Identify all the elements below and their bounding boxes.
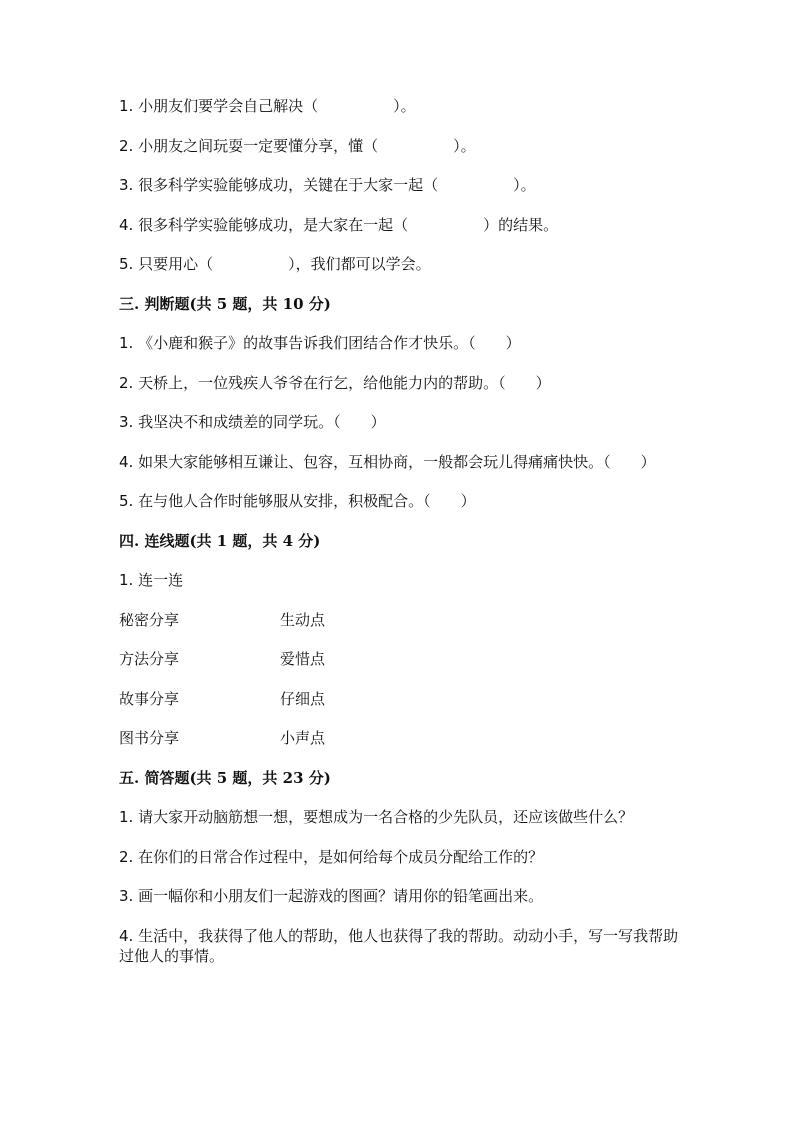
matching-question: 1. 连一连 bbox=[119, 571, 184, 589]
fill-blank-question-1: 1. 小朋友们要学会自己解决（ ）。 bbox=[119, 97, 416, 115]
short-answer-question-4: 4. 生活中，我获得了他人的帮助，他人也获得了我的帮助。动动小手，写一写我帮助过他人的事情。 bbox=[119, 926, 679, 965]
worksheet-page bbox=[119, 96, 679, 985]
fill-blank-question-5: 5. 只要用心（ ），我们都可以学会。 bbox=[119, 255, 431, 273]
short-answer-question-2: 2. 在你们的日常合作过程中，是如何给每个成员分配给工作的？ bbox=[119, 847, 544, 866]
matching-row-3 bbox=[119, 689, 679, 709]
judgement-question-4: 4. 如果大家能够相互谦让、包容，互相协商，一般都会玩儿得痛痛快快。（ ） bbox=[119, 452, 656, 471]
section-heading-matching: 四. 连线题(共 1 题，共 4 分) bbox=[119, 531, 321, 550]
matching-left-1: 秘密分享 bbox=[119, 610, 180, 629]
matching-right-4: 小声点 bbox=[280, 729, 326, 747]
judgement-question-5: 5. 在与他人合作时能够服从安排，积极配合。（ ） bbox=[119, 492, 476, 510]
fill-blank-question-4: 4. 很多科学实验能够成功，是大家在一起（ ）的结果。 bbox=[119, 215, 559, 234]
short-answer-question-3: 3. 画一幅你和小朋友们一起游戏的图画？请用你的铅笔画出来。 bbox=[119, 887, 544, 905]
matching-row-1 bbox=[119, 610, 679, 630]
section-heading-judgement: 三. 判断题(共 5 题，共 10 分) bbox=[119, 294, 331, 313]
matching-left-4: 图书分享 bbox=[119, 729, 180, 747]
matching-right-1: 生动点 bbox=[280, 610, 326, 629]
matching-left-2: 方法分享 bbox=[119, 650, 180, 668]
judgement-question-1: 1. 《小鹿和猴子》的故事告诉我们团结合作才快乐。（ ） bbox=[119, 334, 521, 352]
judgement-question-3: 3. 我坚决不和成绩差的同学玩。（ ） bbox=[119, 413, 386, 431]
fill-blank-question-2: 2. 小朋友之间玩耍一定要懂分享，懂（ ）。 bbox=[119, 136, 476, 155]
matching-right-3: 仔细点 bbox=[280, 689, 326, 708]
matching-left-3: 故事分享 bbox=[119, 689, 180, 708]
section-heading-short-answer: 五. 简答题(共 5 题，共 23 分) bbox=[119, 768, 331, 787]
fill-blank-question-3: 3. 很多科学实验能够成功，关键在于大家一起（ ）。 bbox=[119, 176, 536, 194]
matching-row-2 bbox=[119, 649, 679, 669]
short-answer-question-1: 1. 请大家开动脑筋想一想，要想成为一名合格的少先队员，还应该做些什么？ bbox=[119, 808, 634, 826]
judgement-question-2: 2. 天桥上，一位残疾人爷爷在行乞，给他能力内的帮助。（ ） bbox=[119, 373, 551, 392]
matching-right-2: 爱惜点 bbox=[280, 650, 326, 668]
matching-row-4 bbox=[119, 728, 679, 748]
